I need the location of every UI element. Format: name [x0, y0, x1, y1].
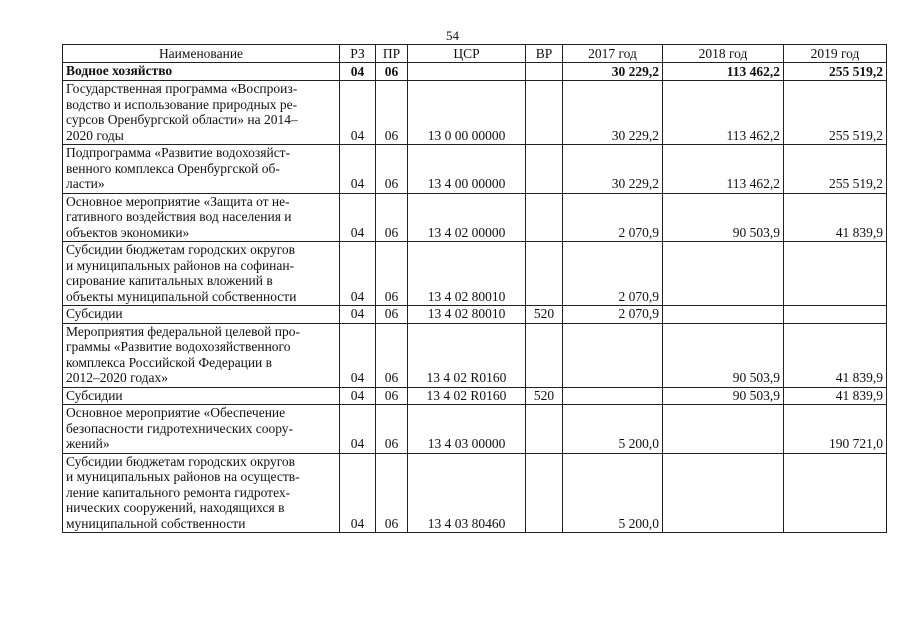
cell-vr — [526, 453, 563, 533]
header-csr: ЦСР — [408, 45, 526, 63]
cell-pr: 06 — [376, 145, 408, 194]
cell-csr: 13 4 02 R0160 — [408, 323, 526, 387]
header-name: Наименование — [63, 45, 340, 63]
row-name-line: безопасности гидротехнических соору- — [66, 420, 294, 436]
cell-y2017: 5 200,0 — [563, 453, 663, 533]
cell-csr: 13 0 00 00000 — [408, 81, 526, 145]
budget-table — [62, 44, 887, 533]
row-name-line: Субсидии — [66, 387, 123, 403]
row-name-line: и муниципальных районов на осуществ- — [66, 469, 300, 484]
row-name — [63, 306, 340, 324]
cell-y2019: 255 519,2 — [784, 81, 887, 145]
cell-y2019: 255 519,2 — [784, 63, 887, 81]
cell-rz: 04 — [340, 63, 376, 81]
cell-vr — [526, 193, 563, 242]
cell-y2018: 90 503,9 — [663, 193, 784, 242]
cell-y2017: 2 070,9 — [563, 193, 663, 242]
table-row — [63, 387, 887, 405]
row-name-line: Мероприятия федеральной целевой про- — [66, 323, 300, 339]
row-name-line: сурсов Оренбургской области» на 2014– — [66, 112, 298, 127]
row-name-line: Основное мероприятие «Защита от не- — [66, 193, 290, 209]
row-name-line: 2012–2020 годах» — [66, 370, 169, 385]
cell-y2019: 41 839,9 — [784, 323, 887, 387]
table-row — [63, 453, 887, 533]
row-name-line: 2020 годы — [66, 127, 124, 143]
cell-y2017: 30 229,2 — [563, 63, 663, 81]
table-row — [63, 193, 887, 242]
cell-vr — [526, 81, 563, 145]
table-row — [63, 306, 887, 324]
cell-vr — [526, 145, 563, 194]
cell-pr: 06 — [376, 387, 408, 405]
cell-y2017: 2 070,9 — [563, 306, 663, 324]
cell-csr: 13 4 02 00000 — [408, 193, 526, 242]
row-name-line: нических сооружений, находящихся в — [66, 500, 285, 515]
cell-vr — [526, 242, 563, 306]
row-name — [63, 405, 340, 454]
table-row — [63, 145, 887, 194]
row-name-line: Подпрограмма «Развитие водохозяйст- — [66, 145, 291, 160]
cell-y2018 — [663, 242, 784, 306]
table-row — [63, 81, 887, 145]
row-name-line: Субсидии бюджетам городских округов — [66, 242, 296, 257]
cell-pr: 06 — [376, 193, 408, 242]
row-name-line: комплекса Российской Федерации в — [66, 354, 273, 370]
cell-y2018: 113 462,2 — [663, 81, 784, 145]
row-name-line: ление капитального ремонта гидротех- — [66, 484, 291, 500]
cell-vr — [526, 323, 563, 387]
cell-y2017: 2 070,9 — [563, 242, 663, 306]
cell-y2017 — [563, 387, 663, 405]
cell-y2019 — [784, 242, 887, 306]
row-name — [63, 81, 340, 145]
header-2017: 2017 год — [563, 45, 663, 63]
cell-y2017: 30 229,2 — [563, 145, 663, 194]
row-name-line: сирование капитальных вложений в — [66, 273, 273, 288]
cell-pr: 06 — [376, 323, 408, 387]
row-name-line: муниципальной собственности — [66, 515, 246, 531]
cell-rz: 04 — [340, 242, 376, 306]
row-name — [63, 453, 340, 533]
cell-y2018: 113 462,2 — [663, 145, 784, 194]
cell-y2017 — [563, 323, 663, 387]
row-name-line: жений» — [66, 436, 110, 451]
row-name-line: Основное мероприятие «Обеспечение — [66, 405, 286, 420]
cell-y2019: 255 519,2 — [784, 145, 887, 194]
cell-y2019 — [784, 453, 887, 533]
row-name-line: объектов экономики» — [66, 224, 190, 240]
cell-vr: 520 — [526, 387, 563, 405]
row-name-line: граммы «Развитие водохозяйственного — [66, 339, 291, 354]
row-name-line: и муниципальных районов на софинан- — [66, 257, 295, 273]
cell-y2019: 41 839,9 — [784, 387, 887, 405]
table-row — [63, 63, 887, 81]
cell-vr: 520 — [526, 306, 563, 324]
cell-y2019: 41 839,9 — [784, 193, 887, 242]
row-name-line: венного комплекса Оренбургской об- — [66, 160, 280, 176]
row-name — [63, 145, 340, 194]
table-row — [63, 405, 887, 454]
cell-pr: 06 — [376, 306, 408, 324]
cell-y2018: 90 503,9 — [663, 387, 784, 405]
row-name-line: гативного воздействия вод населения и — [66, 209, 292, 224]
cell-y2018: 113 462,2 — [663, 63, 784, 81]
cell-y2017: 30 229,2 — [563, 81, 663, 145]
header-rz: РЗ — [340, 45, 376, 63]
cell-y2018 — [663, 453, 784, 533]
header-pr: ПР — [376, 45, 408, 63]
header-vr: ВР — [526, 45, 563, 63]
header-row — [63, 45, 887, 63]
cell-rz: 04 — [340, 306, 376, 324]
cell-csr — [408, 63, 526, 81]
page-number: 54 — [446, 28, 459, 43]
row-name-line: Водное хозяйство — [66, 63, 173, 78]
cell-csr: 13 4 00 00000 — [408, 145, 526, 194]
table-row — [63, 323, 887, 387]
row-name — [63, 193, 340, 242]
cell-rz: 04 — [340, 145, 376, 194]
cell-y2018 — [663, 306, 784, 324]
cell-csr: 13 4 02 80010 — [408, 242, 526, 306]
cell-vr — [526, 63, 563, 81]
cell-y2019: 190 721,0 — [784, 405, 887, 454]
row-name — [63, 387, 340, 405]
row-name-line: ласти» — [66, 176, 105, 191]
cell-pr: 06 — [376, 405, 408, 454]
row-name — [63, 63, 340, 81]
row-name — [63, 323, 340, 387]
cell-rz: 04 — [340, 453, 376, 533]
cell-pr: 06 — [376, 81, 408, 145]
cell-pr: 06 — [376, 453, 408, 533]
cell-y2017: 5 200,0 — [563, 405, 663, 454]
row-name-line: объекты муниципальной собственности — [66, 288, 297, 304]
cell-pr: 06 — [376, 242, 408, 306]
cell-rz: 04 — [340, 387, 376, 405]
table-row — [63, 242, 887, 306]
cell-pr: 06 — [376, 63, 408, 81]
row-name-line: Субсидии бюджетам городских округов — [66, 453, 296, 469]
cell-rz: 04 — [340, 323, 376, 387]
row-name-line: Государственная программа «Воспроиз- — [66, 81, 298, 96]
row-name-line: водство и использование природных ре- — [66, 96, 298, 112]
cell-csr: 13 4 02 R0160 — [408, 387, 526, 405]
cell-csr: 13 4 03 80460 — [408, 453, 526, 533]
header-2019: 2019 год — [784, 45, 887, 63]
row-name — [63, 242, 340, 306]
cell-csr: 13 4 02 80010 — [408, 306, 526, 324]
header-2018: 2018 год — [663, 45, 784, 63]
row-name-line: Субсидии — [66, 306, 123, 321]
cell-rz: 04 — [340, 81, 376, 145]
cell-rz: 04 — [340, 405, 376, 454]
cell-vr — [526, 405, 563, 454]
cell-y2018 — [663, 405, 784, 454]
cell-y2019 — [784, 306, 887, 324]
cell-csr: 13 4 03 00000 — [408, 405, 526, 454]
cell-rz: 04 — [340, 193, 376, 242]
cell-y2018: 90 503,9 — [663, 323, 784, 387]
